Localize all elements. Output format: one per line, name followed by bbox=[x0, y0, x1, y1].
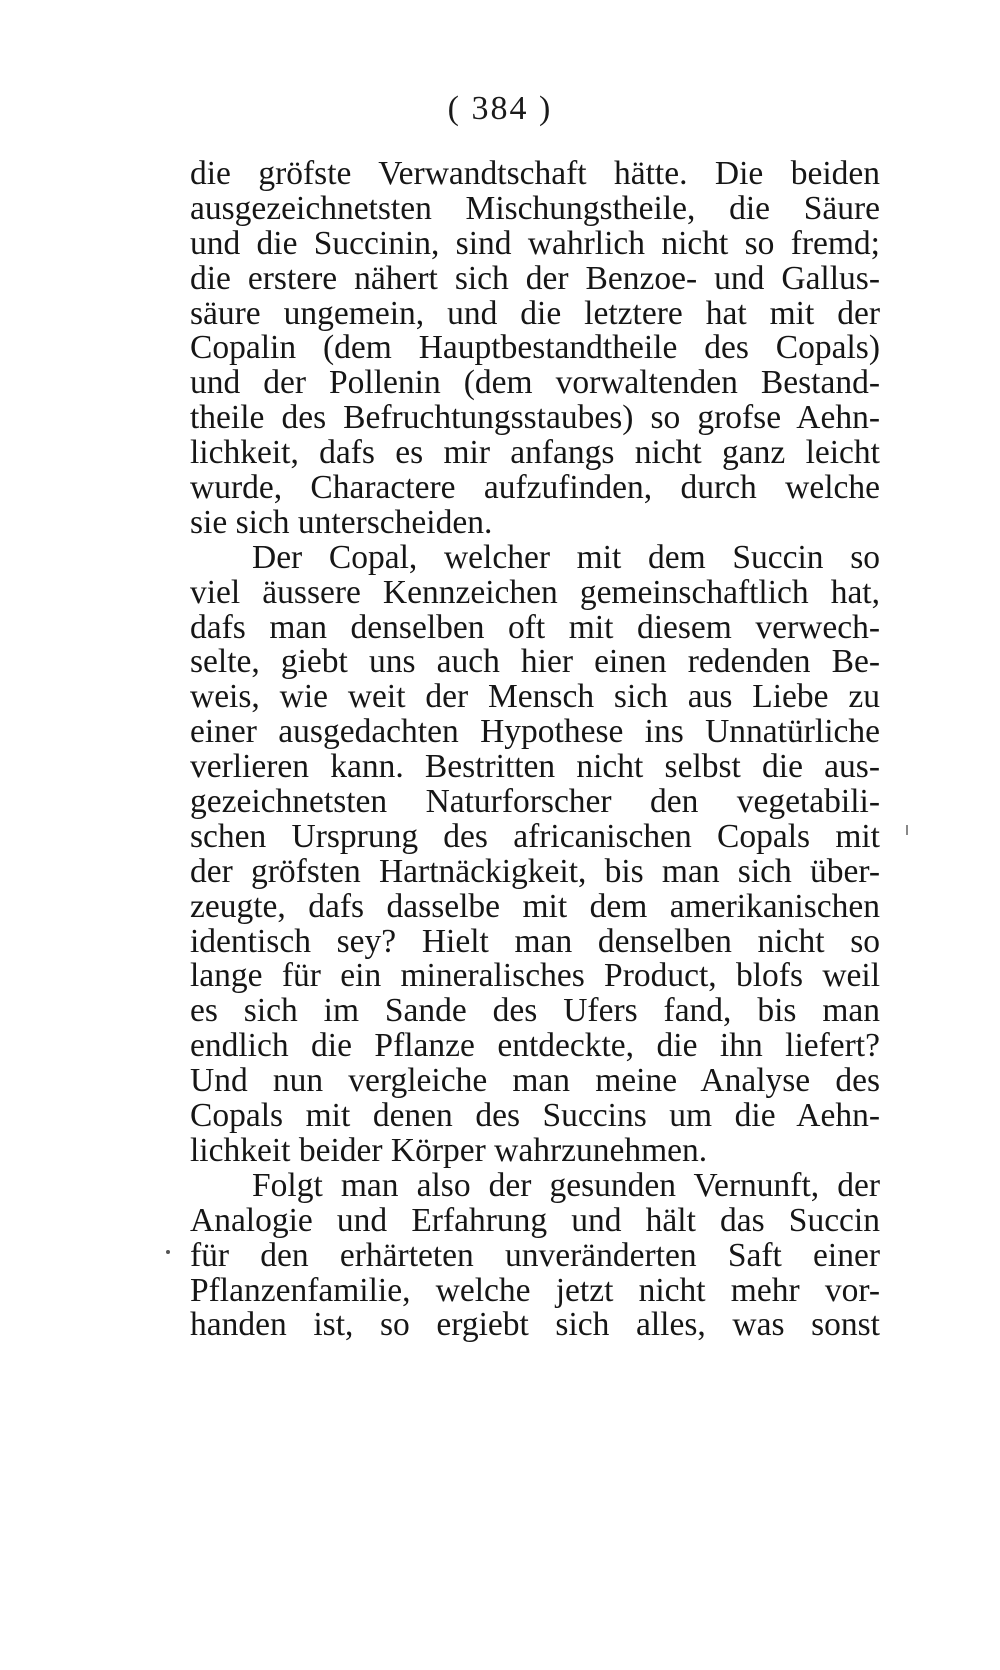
text-line: theile des Befruchtungsstaubes) so grofse Aehn- bbox=[190, 399, 880, 437]
text-line: endlich die Pflanze entdeckte, die ihn liefert? bbox=[190, 1027, 880, 1065]
text-line: Pflanzenfamilie, welche jetzt nicht mehr vor- bbox=[190, 1271, 880, 1309]
text-line: verlieren kann. Bestritten nicht selbst die aus- bbox=[190, 748, 880, 786]
text-line: Und nun vergleiche man meine Analyse des bbox=[190, 1062, 880, 1100]
text-line: und der Pollenin (dem vorwaltenden Bestand- bbox=[190, 364, 880, 402]
text-line: sie sich unterscheiden. bbox=[190, 503, 493, 541]
text-line: säure ungemein, und die letztere hat mit der bbox=[190, 294, 880, 332]
text-line: weis, wie weit der Mensch sich aus Liebe zu bbox=[190, 678, 880, 716]
body-text bbox=[190, 157, 880, 1343]
text-line: der gröfsten Hartnäckigkeit, bis man sich über- bbox=[190, 852, 880, 890]
paragraph bbox=[190, 157, 880, 541]
text-line: Copals mit denen des Succins um die Aehn- bbox=[190, 1097, 880, 1135]
margin-mark bbox=[166, 1250, 170, 1254]
text-line: lichkeit, dafs es mir anfangs nicht ganz leicht bbox=[190, 434, 880, 472]
text-line: schen Ursprung des africanischen Copals mit bbox=[190, 817, 880, 855]
text-line: Analogie und Erfahrung und hält das Succin bbox=[190, 1201, 880, 1239]
text-line: zeugte, dafs dasselbe mit dem amerikanischen bbox=[190, 887, 880, 925]
text-line: Folgt man also der gesunden Vernunft, der bbox=[252, 1166, 880, 1204]
text-line: lichkeit beider Körper wahrzunehmen. bbox=[190, 1131, 708, 1169]
page-number: ( 384 ) bbox=[447, 90, 553, 127]
text-line: viel äussere Kennzeichen gemeinschaftlich hat, bbox=[190, 573, 880, 611]
text-line: einer ausgedachten Hypothese ins Unnatürliche bbox=[190, 713, 880, 751]
text-line: handen ist, so ergiebt sich alles, was sonst bbox=[190, 1306, 880, 1344]
text-line: für den erhärteten unveränderten Saft einer bbox=[190, 1236, 880, 1274]
text-line: identisch sey? Hielt man denselben nicht so bbox=[190, 922, 880, 960]
text-line: gezeichnetsten Naturforscher den vegetabili- bbox=[190, 783, 880, 821]
text-line: die gröfste Verwandtschaft hätte. Die beiden bbox=[190, 155, 880, 192]
text-line: wurde, Charactere aufzufinden, durch welche bbox=[190, 469, 880, 507]
text-line: Copalin (dem Hauptbestandtheile des Copals) bbox=[190, 329, 880, 367]
text-line: die erstere nähert sich der Benzoe- und Gallus- bbox=[190, 259, 880, 297]
text-line: ausgezeichnetsten Mischungstheile, die Säure bbox=[190, 189, 880, 227]
margin-mark bbox=[906, 825, 908, 835]
text-line: Der Copal, welcher mit dem Succin so bbox=[252, 538, 880, 576]
text-line: selte, giebt uns auch hier einen redenden Be- bbox=[190, 643, 880, 681]
text-line: und die Succinin, sind wahrlich nicht so fremd; bbox=[190, 224, 880, 262]
paragraph bbox=[190, 1166, 880, 1344]
text-line: lange für ein mineralisches Product, blofs weil bbox=[190, 957, 880, 995]
text-line: es sich im Sande des Ufers fand, bis man bbox=[190, 992, 880, 1030]
paragraph bbox=[190, 538, 880, 1169]
text-line: dafs man denselben oft mit diesem verwech- bbox=[190, 608, 880, 646]
